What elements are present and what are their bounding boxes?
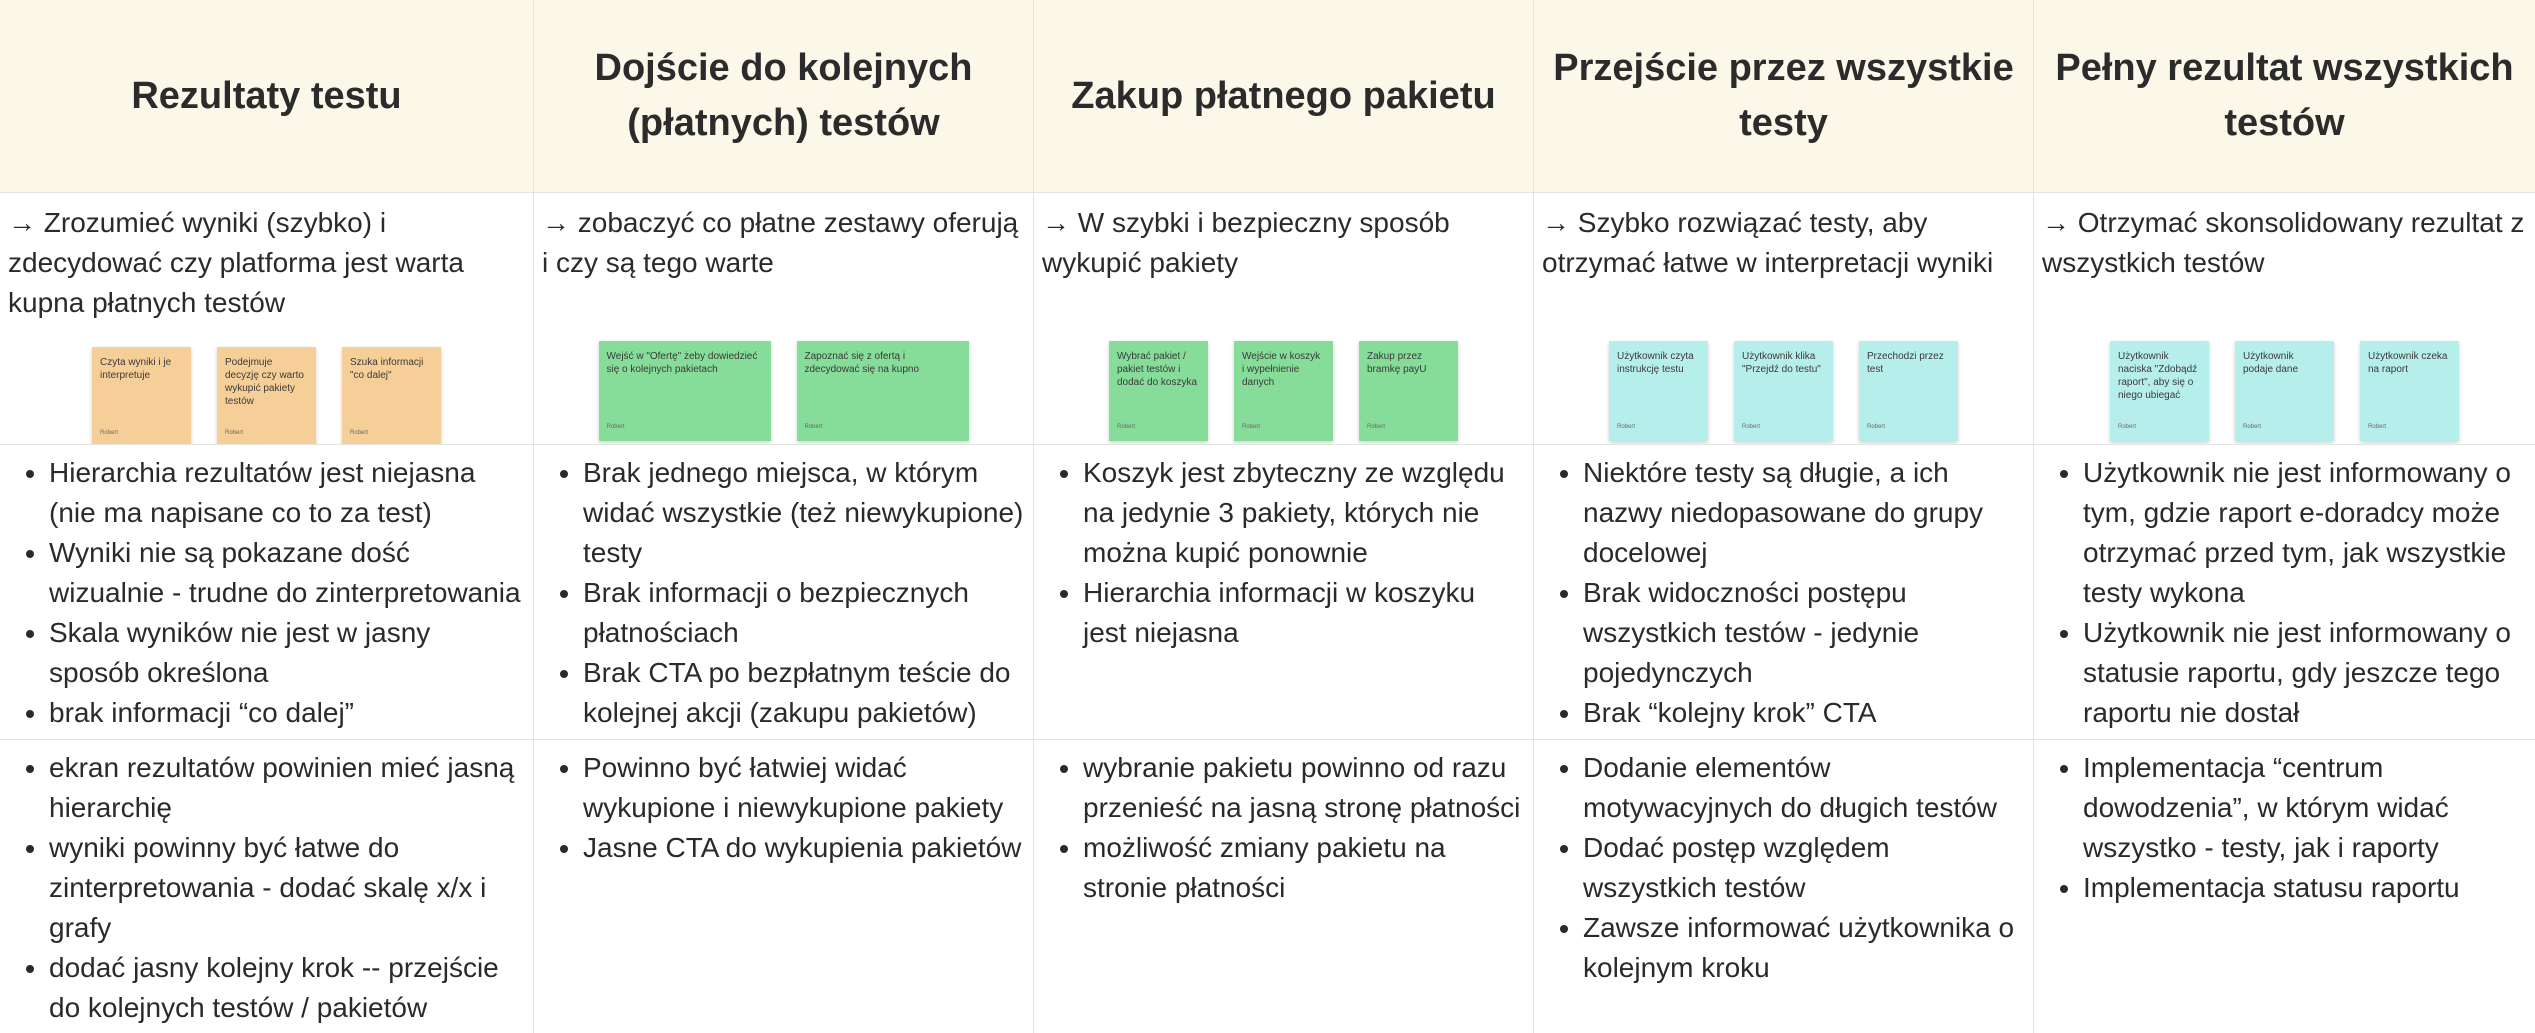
sticky-author: Robert — [2243, 424, 2262, 430]
stage-title: Dojście do kolejnych (płatnych) testów — [594, 47, 973, 144]
stage-header-1 — [0, 0, 534, 193]
sticky-note[interactable] — [92, 347, 191, 445]
list-item: • Jasne CTA do wykupienia pakietów — [583, 828, 1025, 868]
sticky-author: Robert — [1242, 424, 1261, 430]
list-item: • Skala wyników nie jest w jasny sposób określona — [49, 613, 525, 693]
solution-list — [8, 748, 525, 1028]
solutions-1 — [0, 740, 534, 1033]
sticky-text: Użytkownik naciska "Zdobądź raport", aby się o niego ubiegać — [2118, 351, 2198, 401]
sticky-text: Wybrać pakiet / pakiet testów i dodać do koszyka — [1117, 351, 1198, 388]
list-item: • Użytkownik nie jest informowany o tym, gdzie raport e-doradcy może otrzymać przed tym, jak wszystkie testy wykona — [2083, 453, 2527, 613]
goal-text: → zobaczyć co płatne zestawy oferują i czy są tego warte — [542, 207, 1019, 278]
sticky-text: Przechodzi przez test — [1867, 351, 1944, 375]
sticky-text: Użytkownik czeka na raport — [2368, 351, 2448, 375]
list-item: • Brak CTA po bezpłatnym teście do kolejnej akcji (zakupu pakietów) — [583, 653, 1025, 733]
stage-goal-3 — [1034, 193, 1534, 445]
list-item: • dodać jasny kolejny krok -- przejście do kolejnych testów / pakietów — [49, 948, 525, 1028]
sticky-note[interactable] — [1109, 341, 1208, 441]
sticky-note[interactable] — [217, 347, 316, 445]
sticky-note[interactable] — [797, 341, 969, 441]
problems-5 — [2034, 445, 2535, 740]
solution-list — [2042, 748, 2527, 908]
sticky-note[interactable] — [1359, 341, 1458, 441]
stage-goal-4 — [1534, 193, 2034, 445]
stage-header-5 — [2034, 0, 2535, 193]
sticky-text: Czyta wyniki i je interpretuje — [100, 357, 172, 381]
list-item: • Dodanie elementów motywacyjnych do długich testów — [1583, 748, 2025, 828]
problem-list — [8, 453, 525, 733]
sticky-author: Robert — [100, 430, 119, 436]
list-item: • Implementacja “centrum dowodzenia”, w którym widać wszystko - testy, jak i raporty — [2083, 748, 2527, 868]
sticky-author: Robert — [225, 430, 244, 436]
list-item: • Brak widoczności postępu wszystkich testów - jedynie pojedynczych — [1583, 573, 2025, 693]
solution-list — [542, 748, 1025, 868]
problems-2 — [534, 445, 1034, 740]
sticky-text: Użytkownik klika "Przejdź do testu" — [1742, 351, 1821, 375]
sticky-text: Szuka informacji "co dalej" — [350, 357, 424, 381]
problems-3 — [1034, 445, 1534, 740]
goal-text: → Zrozumieć wyniki (szybko) i zdecydować czy platforma jest warta kupna płatnych testów — [8, 207, 464, 318]
goal-text: → Otrzymać skonsolidowany rezultat z wszystkich testów — [2042, 207, 2525, 278]
list-item: • Brak jednego miejsca, w którym widać wszystkie (też niewykupione) testy — [583, 453, 1025, 573]
sticky-text: Użytkownik podaje dane — [2243, 351, 2299, 375]
stage-header-4 — [1534, 0, 2034, 193]
problem-list — [1042, 453, 1525, 653]
solutions-4 — [1534, 740, 2034, 1033]
sticky-author: Robert — [804, 424, 823, 430]
sticky-author: Robert — [350, 430, 369, 436]
list-item: • Brak informacji o bezpiecznych płatnościach — [583, 573, 1025, 653]
list-item: • Użytkownik nie jest informowany o statusie raportu, gdy jeszcze tego raportu nie dostał — [2083, 613, 2527, 733]
sticky-note[interactable] — [599, 341, 771, 441]
stage-title: Przejście przez wszystkie testy — [1553, 47, 2014, 144]
sticky-notes — [8, 347, 525, 445]
list-item: • wyniki powinny być łatwe do zinterpretowania - dodać skalę x/x i grafy — [49, 828, 525, 948]
sticky-author: Robert — [2368, 424, 2387, 430]
list-item: • Implementacja statusu raportu — [2083, 868, 2527, 908]
sticky-note[interactable] — [2360, 341, 2459, 441]
sticky-note[interactable] — [1859, 341, 1958, 441]
list-item: • ekran rezultatów powinien mieć jasną hierarchię — [49, 748, 525, 828]
list-item: • Koszyk jest zbyteczny ze względu na jedynie 3 pakiety, których nie można kupić ponownie — [1083, 453, 1525, 573]
list-item: • Zawsze informować użytkownika o kolejnym kroku — [1583, 908, 2025, 988]
solutions-5 — [2034, 740, 2535, 1033]
stage-title: Pełny rezultat wszystkich testów — [2055, 47, 2514, 144]
sticky-author: Robert — [1742, 424, 1761, 430]
sticky-note[interactable] — [1734, 341, 1833, 441]
list-item: • Hierarchia rezultatów jest niejasna (nie ma napisane co to za test) — [49, 453, 525, 533]
goal-text: → Szybko rozwiązać testy, aby otrzymać łatwe w interpretacji wyniki — [1542, 207, 1994, 278]
sticky-notes — [1542, 341, 2025, 441]
sticky-author: Robert — [1367, 424, 1386, 430]
sticky-notes — [542, 341, 1025, 441]
solutions-2 — [534, 740, 1034, 1033]
sticky-text: Wejście w koszyk i wypełnienie danych — [1242, 351, 1321, 388]
list-item: • wybranie pakietu powinno od razu przenieść na jasną stronę płatności — [1083, 748, 1525, 828]
sticky-notes — [2042, 341, 2527, 441]
problems-1 — [0, 445, 534, 740]
list-item: • Niektóre testy są długie, a ich nazwy niedopasowane do grupy docelowej — [1583, 453, 2025, 573]
sticky-text: Podejmuje decyzję czy warto wykupić pakiety testów — [225, 357, 304, 407]
sticky-author: Robert — [1117, 424, 1136, 430]
sticky-author: Robert — [1867, 424, 1886, 430]
list-item: • brak informacji “co dalej” — [49, 693, 525, 733]
sticky-note[interactable] — [1609, 341, 1708, 441]
solution-list — [1042, 748, 1525, 908]
sticky-author: Robert — [606, 424, 625, 430]
sticky-author: Robert — [2118, 424, 2137, 430]
sticky-note[interactable] — [2110, 341, 2209, 441]
stage-title: Rezultaty testu — [131, 74, 402, 117]
goal-text: → W szybki i bezpieczny sposób wykupić pakiety — [1042, 207, 1450, 278]
sticky-note[interactable] — [2235, 341, 2334, 441]
stage-header-2 — [534, 0, 1034, 193]
sticky-text: Zakup przez bramkę payU — [1367, 351, 1427, 375]
list-item: • Wyniki nie są pokazane dość wizualnie - trudne do zinterpretowania — [49, 533, 525, 613]
stage-title: Zakup płatnego pakietu — [1071, 74, 1496, 117]
stage-goal-1 — [0, 193, 534, 445]
sticky-note[interactable] — [342, 347, 441, 445]
sticky-text: Zapoznać się z ofertą i zdecydować się na kupno — [804, 351, 920, 375]
stage-header-3 — [1034, 0, 1534, 193]
sticky-notes — [1042, 341, 1525, 441]
solution-list — [1542, 748, 2025, 988]
sticky-author: Robert — [1617, 424, 1636, 430]
problem-list — [1542, 453, 2025, 733]
stage-goal-2 — [534, 193, 1034, 445]
list-item: • możliwość zmiany pakietu na stronie płatności — [1083, 828, 1525, 908]
problem-list — [2042, 453, 2527, 733]
list-item: • Dodać postęp względem wszystkich testów — [1583, 828, 2025, 908]
list-item: • Powinno być łatwiej widać wykupione i niewykupione pakiety — [583, 748, 1025, 828]
problem-list — [542, 453, 1025, 733]
solutions-3 — [1034, 740, 1534, 1033]
sticky-text: Użytkownik czyta instrukcję testu — [1617, 351, 1694, 375]
list-item: • Hierarchia informacji w koszyku jest niejasna — [1083, 573, 1525, 653]
problems-4 — [1534, 445, 2034, 740]
list-item: • Brak “kolejny krok” CTA — [1583, 693, 2025, 733]
sticky-note[interactable] — [1234, 341, 1333, 441]
stage-goal-5 — [2034, 193, 2535, 445]
sticky-text: Wejść w "Ofertę" żeby dowiedzieć się o kolejnych pakietach — [606, 351, 758, 375]
